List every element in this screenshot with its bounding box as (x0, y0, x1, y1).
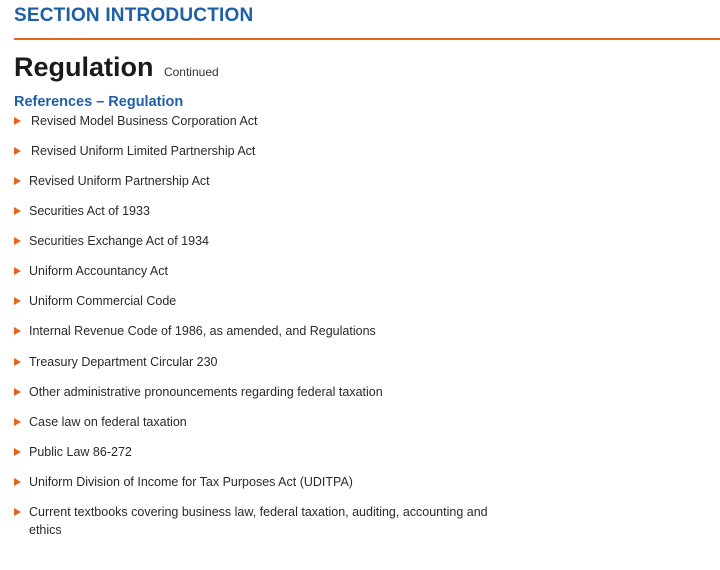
reference-text: Case law on federal taxation (29, 415, 187, 429)
list-item (14, 383, 489, 401)
bullet-arrow-icon (14, 297, 21, 305)
list-item (14, 443, 489, 461)
bullet-arrow-icon (14, 117, 21, 125)
list-item (14, 262, 489, 280)
list-item (14, 322, 489, 340)
list-item (14, 112, 491, 130)
reference-text: Revised Model Business Corporation Act (31, 114, 258, 128)
bullet-arrow-icon (14, 418, 21, 426)
reference-text: Uniform Division of Income for Tax Purposes Act (UDITPA) (29, 475, 353, 489)
reference-text: Uniform Accountancy Act (29, 264, 168, 278)
list-item (14, 473, 489, 491)
reference-text: Current textbooks covering business law, federal taxation, auditing, accounting and ethics (29, 505, 488, 537)
bullet-arrow-icon (14, 207, 21, 215)
bullet-arrow-icon (14, 237, 21, 245)
reference-text: Other administrative pronouncements regarding federal taxation (29, 385, 383, 399)
bullet-arrow-icon (14, 448, 21, 456)
reference-text: Treasury Department Circular 230 (29, 355, 218, 369)
reference-text: Uniform Commercial Code (29, 294, 177, 308)
references-subheading: References – Regulation (14, 94, 184, 110)
title-row (14, 52, 219, 83)
bullet-arrow-icon (14, 508, 21, 516)
bullet-arrow-icon (14, 358, 21, 366)
list-item (14, 172, 489, 190)
list-item (14, 232, 489, 250)
bullet-arrow-icon (14, 327, 21, 335)
continued-label: Continued (163, 65, 219, 79)
reference-text: Revised Uniform Partnership Act (29, 174, 210, 188)
list-item (14, 413, 489, 431)
list-item (14, 142, 491, 160)
bullet-arrow-icon (14, 267, 21, 275)
page-title: Regulation (14, 52, 154, 82)
reference-text: Internal Revenue Code of 1986, as amended, and Regulations (29, 324, 376, 338)
list-item (14, 202, 489, 220)
bullet-arrow-icon (14, 388, 21, 396)
bullet-arrow-icon (14, 478, 21, 486)
section-header: SECTION INTRODUCTION (14, 5, 254, 26)
list-item (14, 353, 489, 371)
bullet-arrow-icon (14, 177, 21, 185)
list-item (14, 292, 489, 310)
bullet-arrow-icon (14, 147, 21, 155)
reference-text: Securities Exchange Act of 1934 (29, 234, 209, 248)
reference-text: Public Law 86-272 (29, 445, 132, 459)
reference-text: Securities Act of 1933 (29, 204, 150, 218)
reference-text: Revised Uniform Limited Partnership Act (31, 144, 256, 158)
list-item (14, 503, 489, 539)
header-divider (14, 38, 720, 40)
